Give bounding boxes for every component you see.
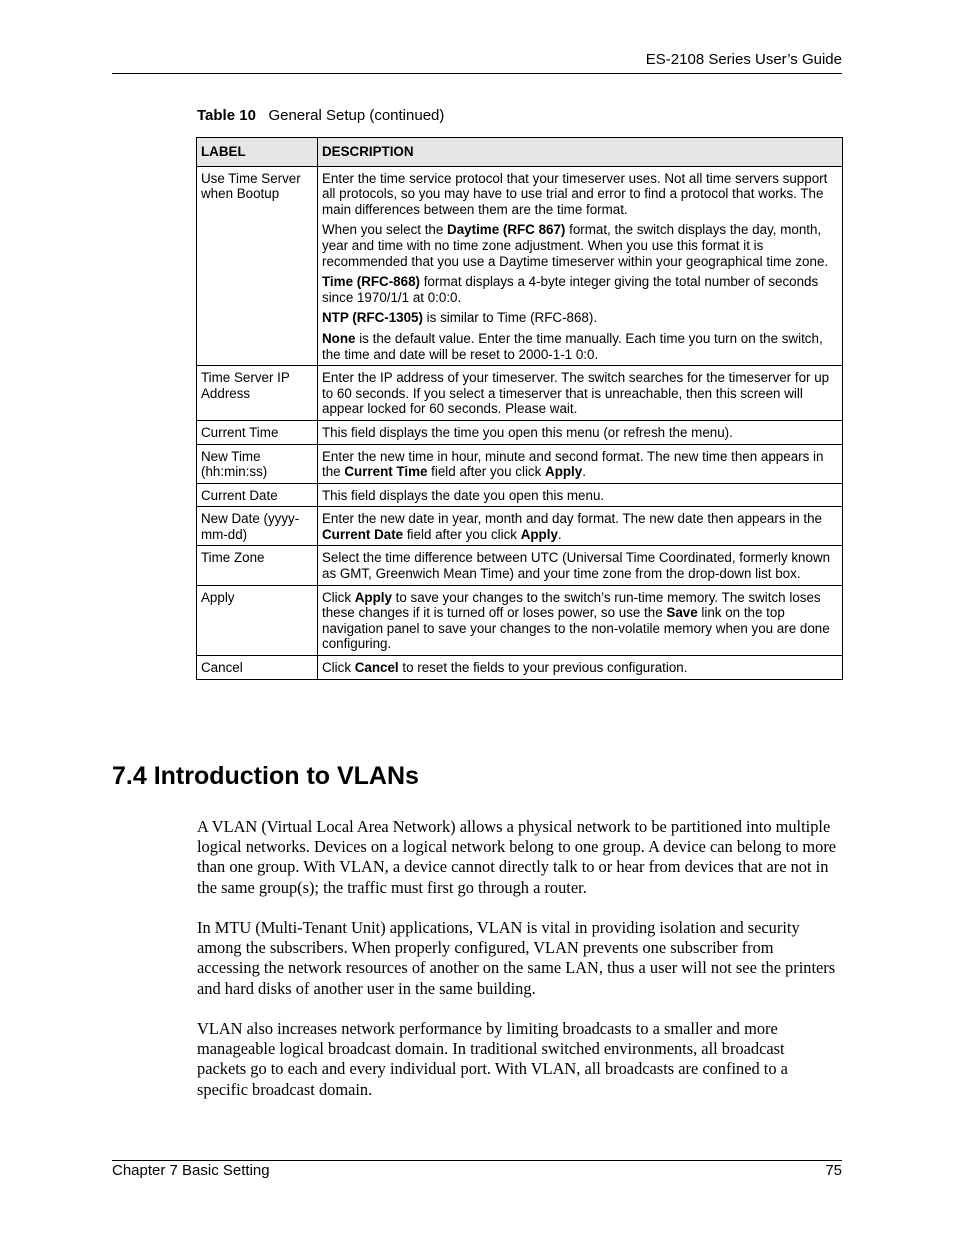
row-label: Current Time — [197, 420, 318, 444]
description-paragraph — [322, 222, 838, 269]
emphasized-term: Time (RFC-868) — [322, 274, 420, 290]
description-paragraph — [322, 331, 838, 362]
row-label: Time Server IP Address — [197, 366, 318, 421]
body-paragraph: In MTU (Multi-Tenant Unit) applications, VLAN is vital in providing isolation and security among the subscribers. When properly configured, VLAN prevents one subscriber from accessing the network resources of another on the same LAN, thus a user will not see the printers and hard disks of another user in the same building. — [197, 918, 836, 998]
description-text: Enter the new date in year, month and day format. The new date then appears in the — [322, 511, 822, 527]
emphasized-term: Cancel — [354, 660, 399, 676]
column-header-description: DESCRIPTION — [318, 138, 843, 167]
description-text: is similar to Time (RFC-868). — [422, 310, 598, 326]
general-setup-table — [196, 137, 843, 680]
row-label: Current Date — [197, 483, 318, 507]
description-text: is the default value. Enter the time manually. Each time you turn on the switch, the time and date will be reset to 2000-1-1 0:0. — [322, 330, 823, 362]
header-divider — [112, 73, 842, 74]
row-label: New Time (hh:min:ss) — [197, 444, 318, 483]
row-description — [318, 483, 843, 507]
description-paragraph — [322, 370, 838, 417]
emphasized-term: Apply — [520, 526, 558, 542]
emphasized-term: Apply — [354, 589, 392, 605]
description-paragraph — [322, 310, 838, 326]
footer-divider — [112, 1160, 842, 1161]
emphasized-term: Apply — [545, 464, 583, 480]
description-paragraph — [322, 511, 838, 542]
table-row — [197, 366, 843, 421]
description-paragraph — [322, 660, 838, 676]
body-paragraph: A VLAN (Virtual Local Area Network) allows a physical network to be partitioned into multiple logical networks. Devices on a logical network belong to one group. A device can belong to more than one group. With VLAN, a device cannot directly talk to or hear from devices that are not in the same group(s); the traffic must first go through a router. — [197, 817, 837, 897]
description-text: Enter the time service protocol that your timeserver uses. Not all time servers support all protocols, so you may have to use trial and error to find a protocol that works. The main differences between them are the time format. — [322, 170, 828, 217]
description-text: When you select the — [322, 222, 448, 238]
emphasized-term: Current Date — [322, 526, 404, 542]
row-description — [318, 420, 843, 444]
running-header-title: ES-2108 Series User’s Guide — [645, 51, 842, 68]
row-label: Apply — [197, 585, 318, 655]
description-text: . — [582, 464, 586, 480]
row-label: New Date (yyyy-mm-dd) — [197, 507, 318, 546]
row-description — [318, 656, 843, 680]
description-text: Enter the IP address of your timeserver. The switch searches for the timeserver for up to 60 seconds. If you select a timeserver that is unreachable, then this screen will appear locked for 60 seconds. Please wait. — [322, 370, 830, 417]
table-header-row — [197, 138, 843, 167]
section-heading: 7.4 Introduction to VLANs — [112, 762, 419, 790]
emphasized-term: Current Time — [344, 464, 428, 480]
table-caption-label: Table 10 — [197, 107, 256, 124]
emphasized-term: NTP (RFC-1305) — [322, 310, 423, 326]
table-row — [197, 507, 843, 546]
row-label: Cancel — [197, 656, 318, 680]
row-label: Time Zone — [197, 546, 318, 585]
table-caption-text: General Setup (continued) — [268, 107, 445, 124]
description-paragraph — [322, 550, 838, 581]
footer-chapter: Chapter 7 Basic Setting — [112, 1162, 270, 1179]
emphasized-term: Daytime (RFC 867) — [447, 222, 566, 238]
row-description — [318, 366, 843, 421]
emphasized-term: Save — [666, 605, 698, 621]
table-row — [197, 444, 843, 483]
row-description — [318, 166, 843, 366]
row-description — [318, 507, 843, 546]
description-paragraph — [322, 590, 838, 652]
description-text: format displays a 4-byte integer giving the total number of seconds since 1970/1/1 at 0:0:0. — [322, 274, 819, 305]
description-paragraph — [322, 449, 838, 480]
description-text: to save your changes to the switch’s run-time memory. The switch loses these changes if it is turned off or loses power, so use the — [322, 589, 821, 621]
description-text: field after you click — [427, 464, 546, 480]
description-text: Enter the new time in hour, minute and second format. The new time then appears in the — [322, 448, 824, 480]
table-caption — [197, 107, 444, 124]
row-description — [318, 585, 843, 655]
description-text: format, the switch displays the day, month, year and time with no time zone adjustment. When you use this format it is recommended that you use a Daytime timeserver within your geographical time zone. — [322, 222, 829, 269]
description-text: This field displays the date you open this menu. — [322, 487, 605, 503]
table-body — [197, 166, 843, 679]
page-number: 75 — [825, 1162, 842, 1179]
column-header-label: LABEL — [197, 138, 318, 167]
description-text: Click — [322, 660, 355, 676]
description-paragraph — [322, 171, 838, 218]
emphasized-term: None — [322, 330, 356, 346]
description-text: This field displays the time you open this menu (or refresh the menu). — [322, 424, 733, 440]
description-text: link on the top navigation panel to save your changes to the non-volatile memory when you are done configuring. — [322, 605, 830, 652]
description-text: Select the time difference between UTC (Universal Time Coordinated, formerly known as GMT, Greenwich Mean Time) and your time zone from the drop-down list box. — [322, 550, 831, 582]
table-row — [197, 420, 843, 444]
table-row — [197, 656, 843, 680]
table-row — [197, 166, 843, 366]
row-description — [318, 546, 843, 585]
description-text: field after you click — [403, 526, 521, 542]
row-label: Use Time Server when Bootup — [197, 166, 318, 366]
table-row — [197, 546, 843, 585]
description-text: to reset the fields to your previous configuration. — [398, 660, 688, 676]
description-paragraph — [322, 425, 838, 441]
row-description — [318, 444, 843, 483]
description-text: . — [557, 526, 562, 542]
description-paragraph — [322, 274, 838, 305]
body-paragraph: VLAN also increases network performance by limiting broadcasts to a smaller and more manageable logical broadcast domain. In traditional switched environments, all broadcast packets go to each and every individual port. With VLAN, all broadcasts are confined to a specific broadcast domain. — [197, 1019, 788, 1099]
description-paragraph — [322, 488, 838, 504]
description-text: Click — [322, 589, 355, 605]
table-row — [197, 483, 843, 507]
table-row — [197, 585, 843, 655]
